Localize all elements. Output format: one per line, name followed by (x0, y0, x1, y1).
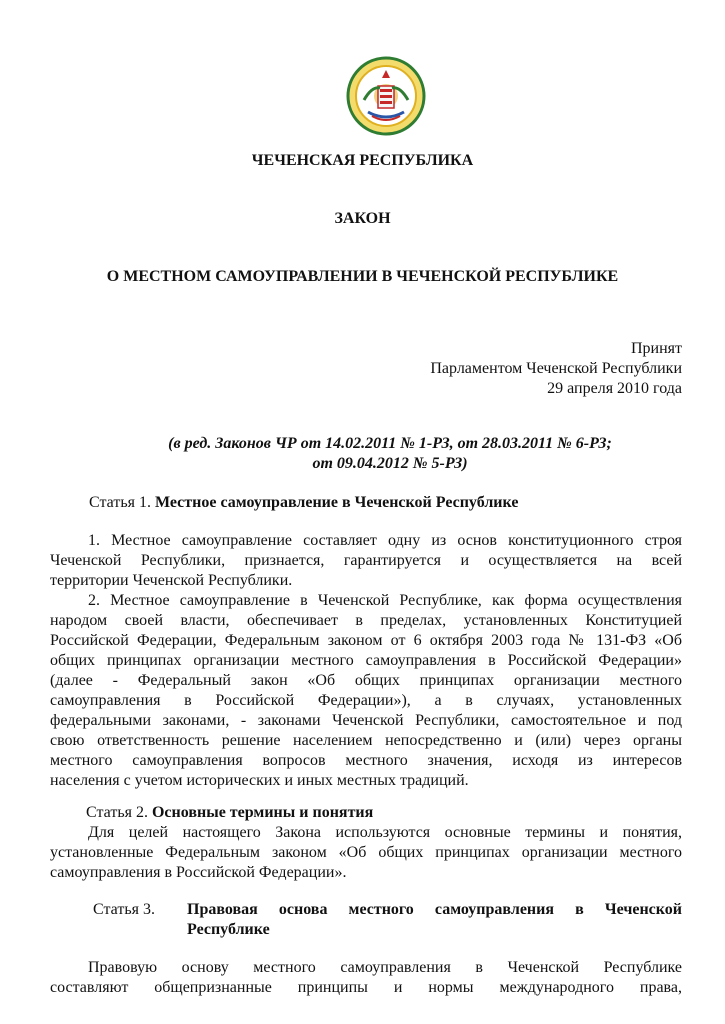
text-line: населения с учетом исторических и иных местных традиций. (50, 772, 469, 789)
adopted-by: Парламентом Чеченской Республики (430, 360, 682, 377)
article-1-paragraph-1 (50, 531, 682, 591)
text-line: самоуправления в Российской Федерации». (50, 864, 347, 881)
article-3-paragraph-1 (50, 958, 682, 998)
article-2-label: Статья 2. (86, 804, 148, 821)
article-1-paragraph-2 (50, 591, 682, 791)
adopted-label: Принят (630, 340, 682, 357)
text-line: 1. Местное самоуправление составляет одну из основ конституционного строя (88, 532, 682, 549)
article-2-paragraph-1 (50, 823, 682, 883)
article-1-label: Статья 1. (89, 494, 151, 511)
document-type: ЗАКОН (334, 210, 391, 227)
text-line: Российской Федерации, Федеральным законом от 6 октября 2003 года № 131-ФЗ «Об (50, 632, 682, 649)
law-title: О МЕСТНОМ САМОУПРАВЛЕНИИ В ЧЕЧЕНСКОЙ РЕСПУБЛИКЕ (106, 268, 619, 285)
text-line: федеральными законами, - законами Чеченской Республики, самостоятельное и под (50, 712, 682, 729)
text-line: (далее - Федеральный закон «Об общих принципах организации местного (50, 672, 682, 689)
text-line: территории Чеченской Республики. (50, 572, 293, 589)
article-1-heading (89, 493, 518, 513)
article-3-title (187, 900, 682, 940)
text-line: Для целей настоящего Закона используются основные термины и понятия, (88, 824, 682, 841)
text-line: установленные Федеральным законом «Об общих принципах организации местного (50, 844, 682, 861)
text-line: Правовую основу местного самоуправления в Чеченской Республике (88, 959, 682, 976)
article-3-title-line2: Республике (187, 921, 270, 938)
coat-of-arms-icon (346, 56, 426, 136)
article-2-heading (86, 803, 373, 823)
text-line: общих принципах организации местного самоуправления в Российской Федерации» (50, 652, 682, 669)
edition-note-line1: (в ред. Законов ЧР от 14.02.2011 № 1-РЗ, от 28.03.2011 № 6-РЗ; (168, 435, 612, 452)
article-3-label: Статья 3. (93, 901, 155, 918)
text-line: народом своей власти, обеспечивает в пределах, установленных Конституцией (50, 612, 682, 629)
text-line: 2. Местное самоуправление в Чеченской Республике, как форма осуществления (88, 592, 682, 609)
text-line: самоуправления в Российской Федерации»), а в случаях, установленных (50, 692, 682, 709)
article-3-title-line1: Правовая основа местного самоуправления в Чеченской (187, 901, 682, 918)
text-line: местного самоуправления вопросов местного значения, исходя из интересов (50, 752, 682, 769)
adopted-date: 29 апреля 2010 года (547, 380, 682, 397)
article-2-title: Основные термины и понятия (151, 804, 374, 821)
article-1-title: Местное самоуправление в Чеченской Республике (154, 494, 519, 511)
text-line: Чеченской Республики, признается, гарантируется и осуществляется на всей (50, 552, 682, 569)
republic-heading: ЧЕЧЕНСКАЯ РЕСПУБЛИКА (251, 152, 474, 169)
edition-note-line2: от 09.04.2012 № 5-РЗ) (312, 455, 468, 472)
text-line: свою ответственность решение населением непосредственно и (или) через органы (50, 732, 682, 749)
text-line: составляют общепризнанные принципы и нормы международного права, (50, 979, 682, 996)
